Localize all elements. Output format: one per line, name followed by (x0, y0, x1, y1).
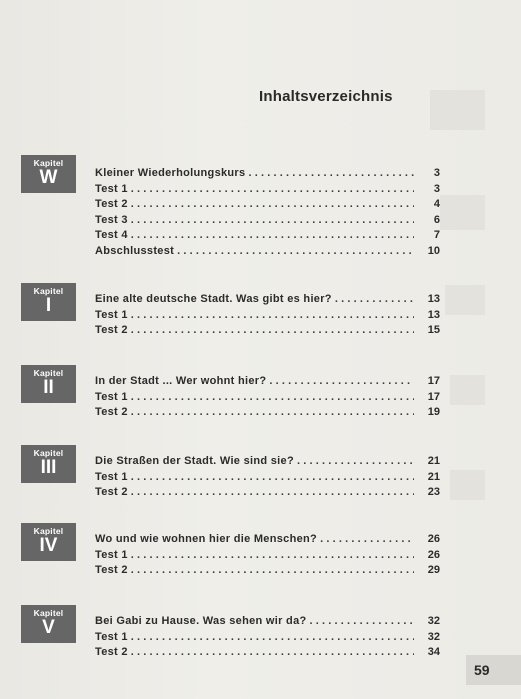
toc-entry[interactable] (95, 564, 440, 580)
chapter-badge-label: Kapitel (33, 608, 64, 618)
leader-dots (131, 631, 414, 643)
toc-entry[interactable] (95, 198, 440, 214)
toc-entry-label: Test 1 (95, 390, 128, 403)
toc-entry-page: 4 (433, 198, 440, 210)
toc-entry-label: In der Stadt ... Wer wohnt hier? (95, 375, 267, 387)
toc-entry[interactable] (95, 391, 440, 407)
toc-entry[interactable] (95, 631, 440, 647)
toc-entry-label: Test 2 (95, 406, 128, 418)
chapter-entries (95, 375, 440, 422)
toc-entry-label: Wo und wie wohnen hier die Menschen? (95, 533, 318, 545)
chapter-badge-number: II (43, 377, 54, 398)
toc-entry-page: 13 (427, 293, 440, 305)
page-number: 59 (474, 662, 490, 678)
toc-entry-label: Test 1 (95, 308, 128, 321)
leader-dots (131, 214, 414, 226)
toc-entry-label: Test 1 (95, 182, 128, 195)
toc-entry-label: Test 1 (95, 548, 128, 561)
chapter-entries (95, 615, 440, 662)
leader-dots (297, 455, 414, 467)
toc-entry-label: Test 2 (95, 646, 128, 658)
bleed-through-block (450, 470, 485, 500)
chapter-badge-label: Kapitel (33, 286, 64, 296)
toc-entry[interactable] (95, 229, 440, 245)
chapter-badge-label: Kapitel (33, 368, 64, 378)
leader-dots (131, 564, 414, 576)
toc-entry-page: 3 (433, 182, 440, 195)
page-title: Inhaltsverzeichnis (259, 88, 393, 105)
toc-entry[interactable] (95, 214, 440, 230)
toc-entry[interactable] (95, 533, 440, 549)
bleed-through-block (440, 195, 485, 230)
chapter-badge-number: III (40, 457, 57, 478)
toc-entry-label: Kleiner Wiederholungskurs (95, 167, 246, 179)
toc-entry-label: Test 2 (95, 198, 128, 210)
bleed-through-block (430, 90, 485, 130)
toc-entry[interactable] (95, 309, 440, 325)
leader-dots (131, 471, 414, 483)
toc-entry-label: Test 3 (95, 213, 128, 226)
toc-entry-page: 10 (427, 244, 440, 257)
leader-dots (248, 167, 414, 179)
leader-dots (131, 391, 414, 403)
chapter-badge-number: I (45, 295, 52, 316)
toc-entry-label: Test 4 (95, 229, 128, 241)
toc-entry-page: 17 (427, 390, 440, 403)
toc-entry[interactable] (95, 245, 440, 261)
toc-entry-page: 29 (427, 564, 440, 576)
chapter-badge-label: Kapitel (33, 526, 64, 536)
toc-entry[interactable] (95, 167, 440, 183)
toc-entry-label: Test 2 (95, 486, 128, 498)
chapter-entries (95, 293, 440, 340)
toc-entry-label: Abschlusstest (95, 244, 175, 257)
toc-entry-label: Test 2 (95, 564, 128, 576)
toc-entry-label: Bei Gabi zu Hause. Was sehen wir da? (95, 615, 307, 627)
toc-entry[interactable] (95, 293, 440, 309)
leader-dots (131, 486, 414, 498)
toc-entry-page: 15 (427, 324, 440, 336)
toc-entry-label: Test 1 (95, 470, 128, 483)
toc-entry[interactable] (95, 406, 440, 422)
chapter-badge-label: Kapitel (33, 448, 64, 458)
bleed-through-block (450, 375, 485, 405)
leader-dots (320, 533, 414, 545)
leader-dots (177, 245, 414, 257)
toc-entry[interactable] (95, 471, 440, 487)
leader-dots (310, 615, 414, 627)
toc-entry-page: 21 (427, 470, 440, 483)
toc-entry-page: 13 (427, 308, 440, 321)
toc-entry[interactable] (95, 549, 440, 565)
toc-entry-page: 32 (427, 615, 440, 627)
toc-entry-label: Test 2 (95, 324, 128, 336)
toc-entry-page: 26 (427, 548, 440, 561)
toc-entry[interactable] (95, 615, 440, 631)
leader-dots (131, 324, 414, 336)
toc-entry-page: 32 (427, 630, 440, 643)
leader-dots (131, 309, 414, 321)
toc-entry-page: 17 (427, 375, 440, 387)
leader-dots (131, 229, 414, 241)
chapter-badge (21, 155, 76, 193)
toc-entry[interactable] (95, 455, 440, 471)
toc-entry-page: 3 (433, 167, 440, 179)
chapter-entries (95, 455, 440, 502)
toc-entry[interactable] (95, 646, 440, 662)
leader-dots (131, 198, 414, 210)
leader-dots (131, 646, 414, 658)
chapter-badge-number: V (42, 617, 55, 638)
toc-entry-label: Eine alte deutsche Stadt. Was gibt es hier? (95, 293, 332, 305)
toc-entry-label: Die Straßen der Stadt. Wie sind sie? (95, 455, 294, 467)
chapter-badge (21, 605, 76, 643)
chapter-entries (95, 533, 440, 580)
chapter-badge (21, 365, 76, 403)
bleed-through-block (445, 285, 485, 315)
toc-entry-page: 7 (433, 229, 440, 241)
toc-entry[interactable] (95, 324, 440, 340)
toc-entry-page: 21 (427, 455, 440, 467)
chapter-entries (95, 167, 440, 260)
toc-entry-page: 19 (427, 406, 440, 418)
toc-entry-page: 34 (427, 646, 440, 658)
toc-entry-page: 23 (427, 486, 440, 498)
toc-entry-label: Test 1 (95, 630, 128, 643)
chapter-badge (21, 523, 76, 561)
leader-dots (335, 293, 414, 305)
leader-dots (131, 183, 414, 195)
leader-dots (131, 549, 414, 561)
chapter-badge-label: Kapitel (33, 158, 64, 168)
leader-dots (269, 375, 414, 387)
chapter-badge (21, 283, 76, 321)
chapter-badge-number: W (39, 167, 58, 188)
chapter-badge (21, 445, 76, 483)
toc-entry[interactable] (95, 183, 440, 199)
chapter-badge-number: IV (39, 535, 58, 556)
leader-dots (131, 406, 414, 418)
toc-entry[interactable] (95, 486, 440, 502)
toc-entry-page: 26 (427, 533, 440, 545)
toc-entry[interactable] (95, 375, 440, 391)
toc-entry-page: 6 (433, 213, 440, 226)
